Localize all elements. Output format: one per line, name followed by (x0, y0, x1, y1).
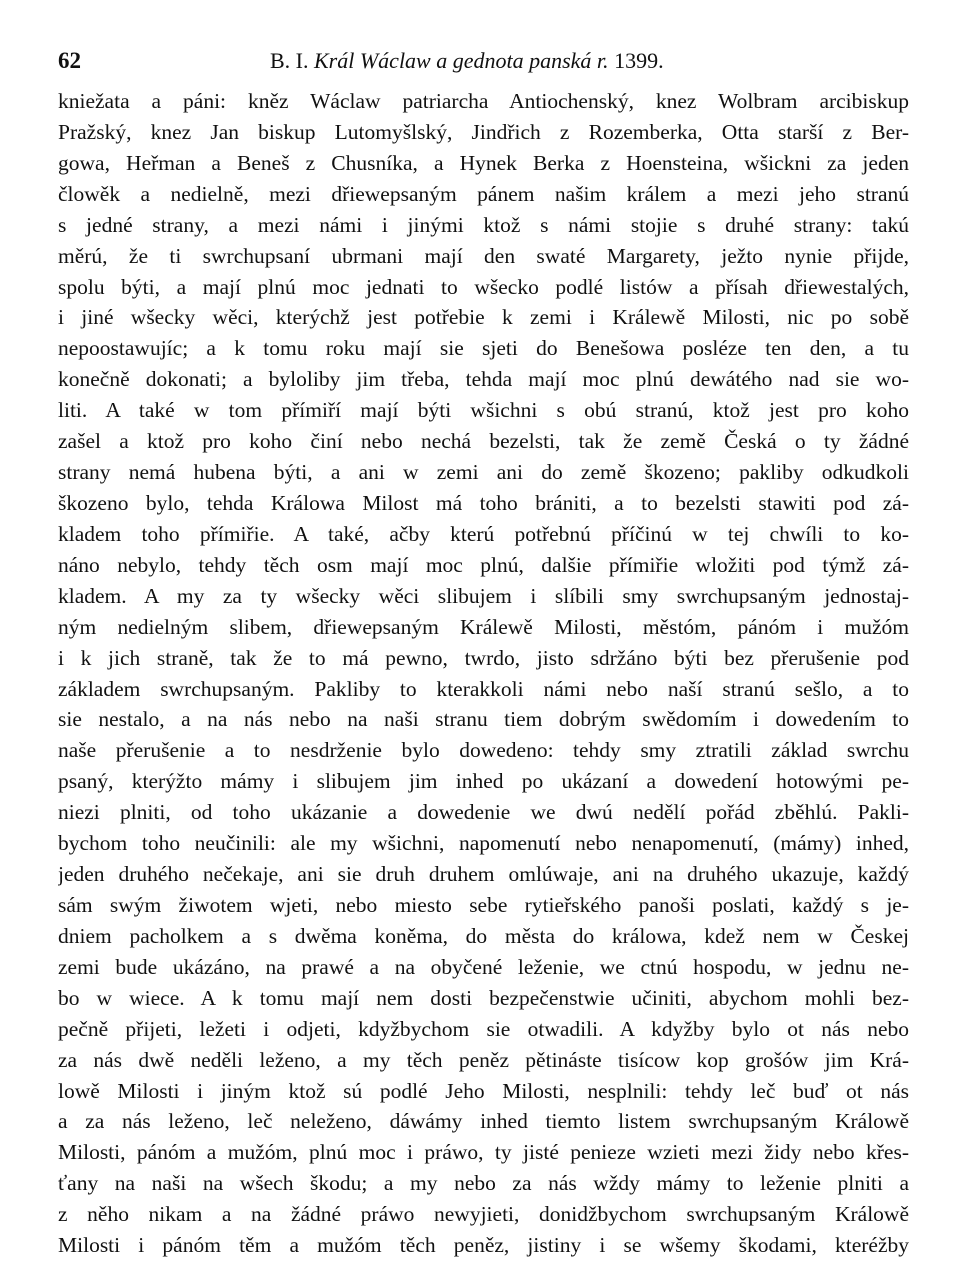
text-line: náno nebylo, tehdy těch osm mají moc plnú, dalšie přímiřie wložiti pod týmž zá- (58, 552, 909, 577)
text-line: konečně dokonati; a byloliby jim třeba, tehda mají moc plnú dewátého nad sie wo- (58, 367, 909, 392)
text-line: liti. A také w tom přímiří mají býti wšichni s obú stranú, ktož jest pro koho (58, 398, 909, 423)
text-line: bychom toho neučinili: ale my wšichni, napomenutí nebo nenapomenutí, (mámy) inhed, (58, 831, 909, 856)
text-line: spolu býti, a mají plnú moc jednati to wšecko podlé listów a přísah dřiewestalých, (58, 274, 909, 299)
text-line: Milosti i pánóm těm a mužóm těch peněz, jistiny i se wšemy škodami, kteréžby (58, 1233, 909, 1258)
text-line: zemi bude ukázáno, na prawé a na obyčené leženie, we ctnú hospodu, w jednu ne- (58, 954, 909, 979)
text-line: s jedné strany, a mezi námi i jinými ktož s námi stojie s druhé strany: takú (58, 212, 909, 237)
text-line: nepoostawujíc; a k tomu roku mají sie sjeti do Benešowa posléze ten den, a tu (58, 336, 909, 361)
text-line: Pražský, knez Jan biskup Lutomyšlský, Jindřich z Rozemberka, Otta starší z Ber- (58, 119, 909, 144)
body-text (58, 86, 909, 1261)
text-line: za nás dwě neděli leženo, a my těch peněz pětináste tisícow kop grošów jim Krá- (58, 1047, 909, 1072)
text-line: sám swým žiwotem wjeti, nebo miesto sebe rytieřského panoši poslati, každý s je- (58, 892, 909, 917)
page-header (58, 44, 908, 78)
text-line: zašel a ktož pro koho činí nebo nechá bezelsti, tak že země Česká o ty žádné (58, 429, 909, 454)
running-head-year: 1399. (614, 48, 664, 73)
text-line: z něho nikam a na žádné práwo newyjieti, donidžbychom swrchupsaným Králowě (58, 1202, 909, 1227)
text-line: naše přerušenie a to nesdrženie bylo dowedeno: tehdy smy ztratili základ swrchu (58, 738, 909, 763)
text-line: i k jich straně, tak že to má pewno, twrdo, jisto sdržáno býti bez přerušenie pod (58, 645, 909, 670)
text-line: měrú, že ti swrchupsaní ubrmani mají den swaté Margarety, ježto nynie přijde, (58, 243, 909, 268)
text-line: Milosti, pánóm a mužóm, plnú moc i práwo, ty jisté penieze wzieti mezi židy nebo křes- (58, 1140, 909, 1165)
running-head (270, 44, 664, 78)
text-line: niezi plniti, od toho ukázanie a dowedenie we dwú nedělí pořád zběhlú. Pakli- (58, 800, 909, 825)
text-line: jeden druhého nečekaje, ani sie druh druhem omlúwaje, ani na druhého ukazuje, každý (58, 862, 909, 887)
text-line: lowě Milosti i jiným ktož sú podlé Jeho Milosti, nesplnili: tehdy leč buď ot nás (58, 1078, 909, 1103)
text-line: ným nedielným slibem, dřiewepsaným Králewě Milosti, městóm, pánóm i mužóm (58, 614, 909, 639)
text-line: pečně přijeti, ležeti i odjeti, kdyžbychom sie otwadili. A kdyžby bylo ot nás nebo (58, 1016, 909, 1041)
text-line: dniem pacholkem a s dwěma koněma, do města do králowa, kdež nem w Českej (58, 923, 909, 948)
text-line: škozeno bylo, tehda Králowa Milost má toho brániti, a to bezelsti stawiti pod zá- (58, 490, 909, 515)
text-line: gowa, Heřman a Beneš z Chusníka, a Hynek Berka z Hoensteina, wšickni za jeden (58, 150, 909, 175)
text-line: základem swrchupsaným. Pakliby to kterakkoli námi nebo naší stranú sešlo, a to (58, 676, 909, 701)
text-line: člowěk a nedielně, mezi dřiewepsaným pánem našim králem a mezi jeho stranú (58, 181, 909, 206)
text-line: sie nestalo, a na nás nebo na naši stranu tiem dobrým swědomím i dowedením to (58, 707, 909, 732)
text-line: strany nemá hubena býti, a ani w zemi ani do země škozeno; pakliby odkudkoli (58, 460, 909, 485)
text-line: kladem toho přímiřie. A také, ačby kterú potřebnú příčinú w tej chwíli to ko- (58, 521, 909, 546)
running-head-prefix: B. I. (270, 48, 309, 73)
text-line: psaný, kterýžto mámy i slibujem jim inhed po ukázaní a dowedení hotowými pe- (58, 769, 909, 794)
running-head-title: Král Wáclaw a gednota panská r. (314, 48, 609, 73)
text-line: kniežata a páni: kněz Wáclaw patriarcha Antiochenský, knez Wolbram arcibiskup (58, 89, 909, 113)
text-line: i jiné wšecky wěci, kterýchž jest potřebie k zemi i Králewě Milosti, nic po sobě (58, 305, 909, 330)
text-line: bo w wiece. A k tomu mají nem dosti bezpečenstwie učiniti, abychom mohli bez- (58, 985, 909, 1010)
text-line: a za nás leženo, leč neleženo, dáwámy inhed tiemto listem swrchupsaným Králowě (58, 1109, 909, 1134)
text-line: ťany na naši na wšech škodu; a my nebo za nás wždy mámy to leženie plniti a (58, 1171, 909, 1196)
text-line: kladem. A my za ty wšecky wěci slibujem i slíbili smy swrchupsaným jednostaj- (58, 583, 909, 608)
page-number: 62 (58, 48, 81, 73)
